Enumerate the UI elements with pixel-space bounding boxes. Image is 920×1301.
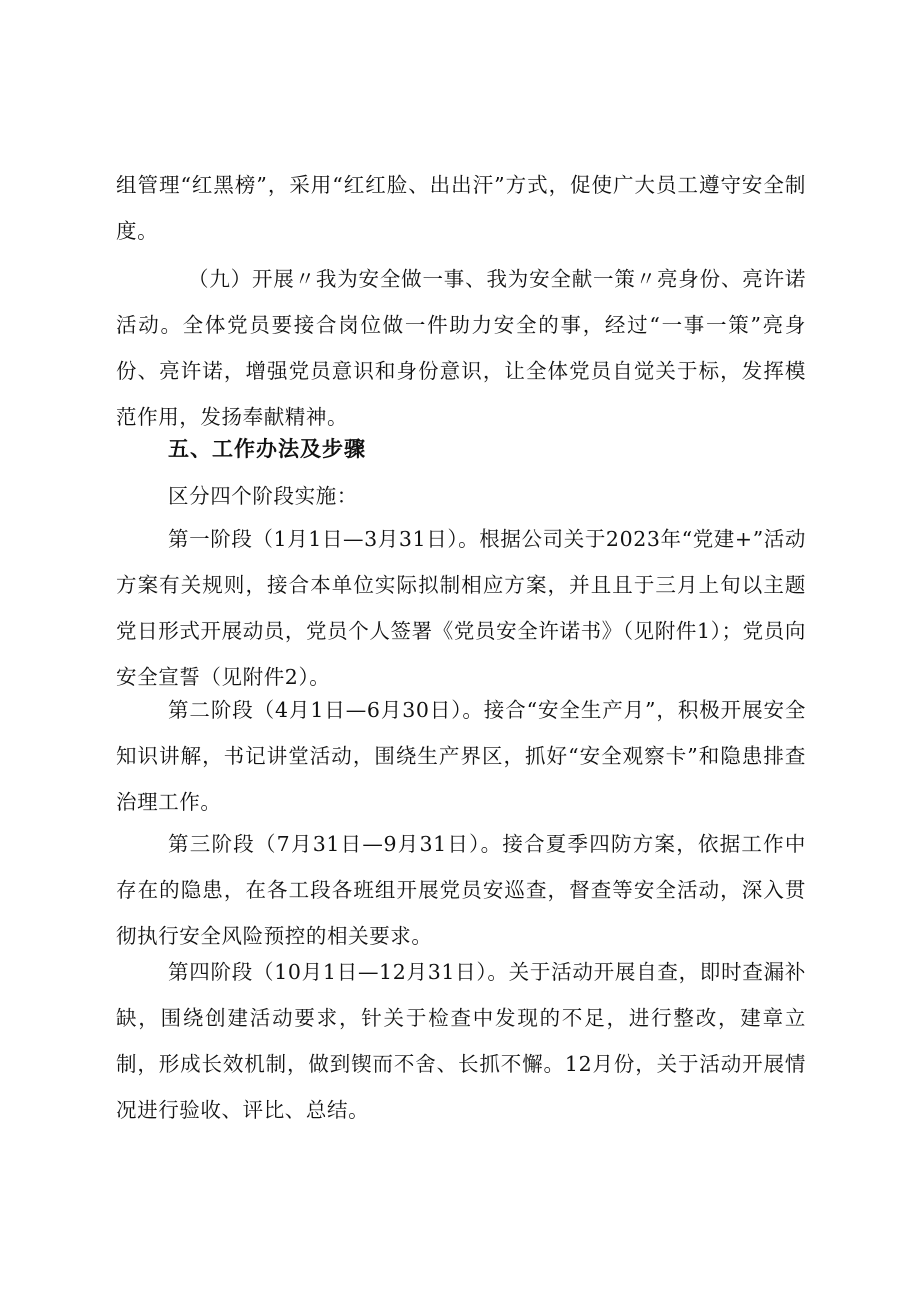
paragraph-item-nine: （九）开展〃我为安全做一事、我为安全献一策〃亮身份、亮许诺活动。全体党员要接合岗位做一件助力安全的事，经过“一事一策”亮身份、亮许诺，增强党员意识和身份意识，让全体党员自觉关于标，发挥模范作用，发扬奉献精神。	[116, 267, 806, 429]
paragraph-stage-two: 第二阶段（4月1日—6月30日）。接合“安全生产月”，积极开展安全知识讲解，书记讲堂活动，围绕生产界区，抓好“安全观察卡”和隐患排查治理工作。	[116, 698, 806, 814]
paragraph-stage-four: 第四阶段（10月1日—12月31日）。关于活动开展自查，即时查漏补缺，围绕创建活动要求，针关于检查中发现的不足，进行整改，建章立制，形成长效机制，做到锲而不舍、长抓不懈。12月份，关于活动开展情况进行验收、评比、总结。	[116, 960, 806, 1122]
paragraph-stage-three: 第三阶段（7月31日—9月31日）。接合夏季四防方案，依据工作中存在的隐患，在各工段各班组开展党员安巡查，督查等安全活动，深入贯彻执行安全风险预控的相关要求。	[116, 832, 806, 948]
paragraph-intro: 区分四个阶段实施：	[168, 484, 358, 508]
paragraph-continuation: 组管理“红黑榜”，采用“红红脸、出出汗”方式，促使广大员工遵守安全制度。	[116, 173, 806, 243]
paragraph-stage-one: 第一阶段（1月1日—3月31日）。根据公司关于2023年“党建+”活动方案有关规则，接合本单位实际拟制相应方案，并且且于三月上旬以主题党日形式开展动员，党员个人签署《党员安全许诺书》（见附件1）；党员向安全宣誓（见附件2）。	[116, 527, 806, 689]
section-heading: 五、工作办法及步骤	[168, 437, 366, 461]
